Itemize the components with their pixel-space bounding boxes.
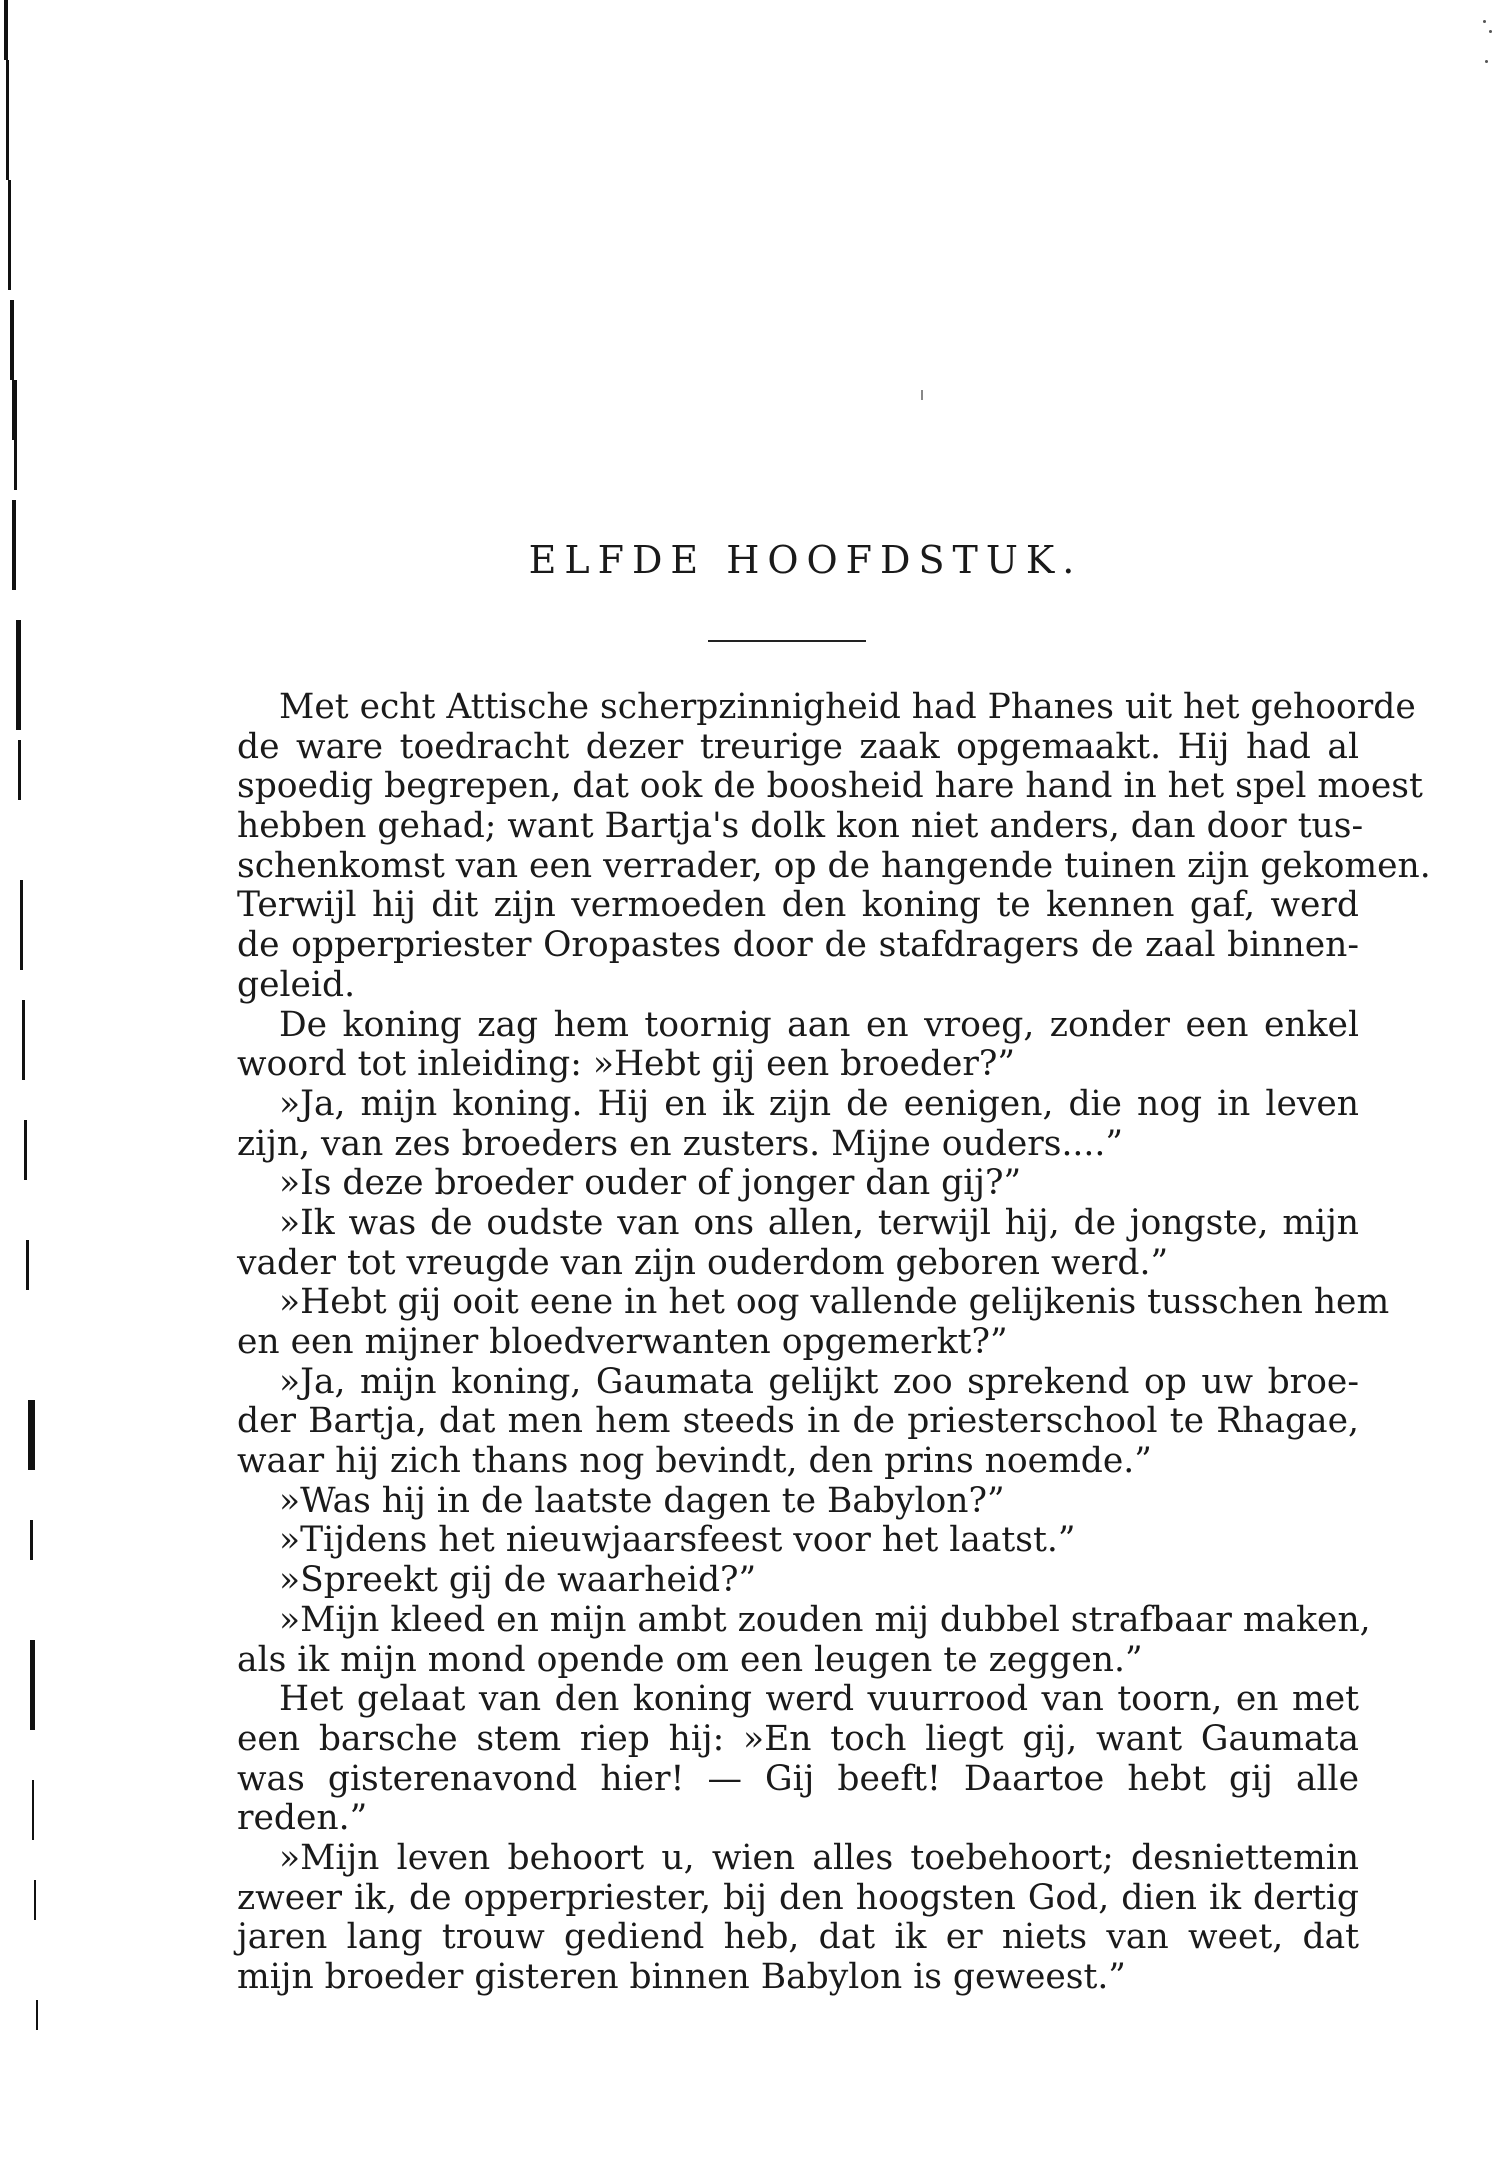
text-line: De koning zag hem toornig aan en vroeg, zonder een enkel [279,1004,1359,1045]
text-line: »Is deze broeder ouder of jonger dan gij?” [279,1163,1022,1204]
text-line: jaren lang trouw gediend heb, dat ik er niets van weet, dat [237,1917,1359,1958]
text-line: »Was hij in de laatste dagen te Babylon?” [279,1480,1005,1521]
text-line: »Spreekt gij de waarheid?” [279,1560,757,1601]
chapter-title: ELFDE HOOFDSTUK. [528,538,1083,582]
text-line: woord tot inleiding: »Hebt gij een broeder?” [237,1044,1016,1085]
text-line: Met echt Attische scherpzinnigheid had Phanes uit het gehoorde [279,687,1416,727]
text-line: »Ja, mijn koning, Gaumata gelijkt zoo sprekend op uw broe- [279,1361,1359,1402]
scan-mark [921,390,923,400]
text-line: spoedig begrepen, dat ook de boosheid hare hand in het spel moest [237,766,1423,807]
title-rule [708,640,866,642]
text-line: »Mijn kleed en mijn ambt zouden mij dubbel strafbaar maken, [279,1599,1371,1640]
text-line: geleid. [237,964,356,1005]
text-line: »Ik was de oudste van ons allen, terwijl hij, de jongste, mijn [279,1202,1359,1243]
text-line: »Mijn leven behoort u, wien alles toebehoort; desniettemin [279,1837,1359,1878]
scan-edge-left [0,0,64,2180]
text-line: der Bartja, dat men hem steeds in de priesterschool te Rhagae, [237,1401,1359,1442]
text-line: hebben gehad; want Bartja's dolk kon niet anders, dan door tus- [237,806,1364,847]
text-line: de ware toedracht dezer treurige zaak opgemaakt. Hij had al [237,726,1359,767]
text-line: »Ja, mijn koning. Hij en ik zijn de eenigen, die nog in leven [279,1083,1359,1124]
text-line: was gisterenavond hier! — Gij beeft! Daartoe hebt gij alle [237,1758,1359,1799]
text-line: een barsche stem riep hij: »En toch liegt gij, want Gaumata [237,1718,1359,1759]
text-line: reden.” [237,1798,368,1839]
text-line: vader tot vreugde van zijn ouderdom geboren werd.” [237,1242,1169,1283]
text-line: als ik mijn mond opende om een leugen te zeggen.” [237,1639,1143,1680]
text-line: zweer ik, de opperpriester, bij den hoogsten God, dien ik dertig [237,1877,1359,1918]
text-line: mijn broeder gisteren binnen Babylon is geweest.” [237,1957,1126,1997]
text-line: »Tijdens het nieuwjaarsfeest voor het laatst.” [279,1520,1076,1561]
scan-edge-right [1473,0,1503,120]
text-line: schenkomst van een verrader, op de hangende tuinen zijn gekomen. [237,845,1431,886]
text-line: de opperpriester Oropastes door de stafdragers de zaal binnen- [237,925,1359,966]
text-line: Het gelaat van den koning werd vuurrood van toorn, en met [279,1679,1359,1720]
text-line: en een mijner bloedverwanten opgemerkt?” [237,1322,1008,1362]
text-line: Terwijl hij dit zijn vermoeden den koning te kennen gaf, werd [237,885,1359,926]
text-line: zijn, van zes broeders en zusters. Mijne ouders....” [237,1123,1123,1164]
text-line: waar hij zich thans nog bevindt, den prins noemde.” [237,1441,1152,1482]
body-text [237,687,1431,1998]
text-line: »Hebt gij ooit eene in het oog vallende gelijkenis tusschen hem [279,1282,1390,1323]
